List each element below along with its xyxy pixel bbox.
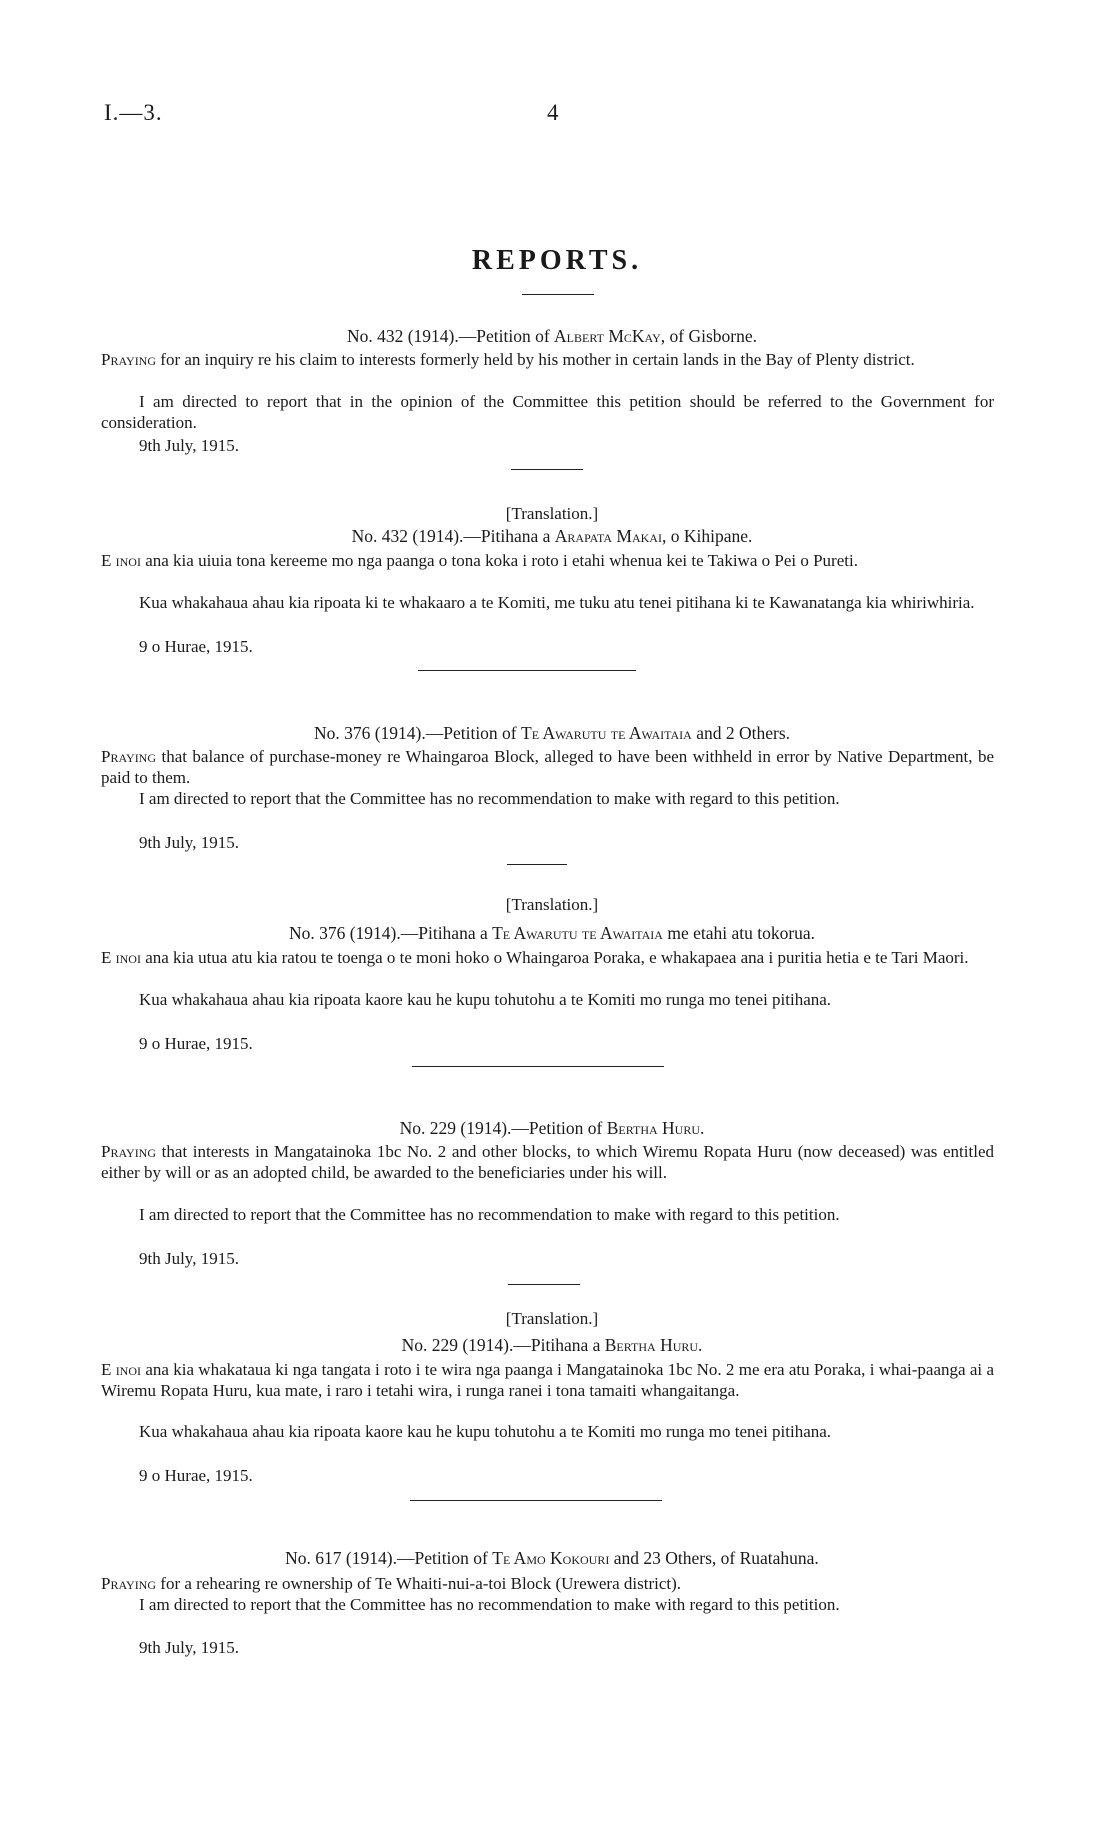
petition-prayer: Praying for a rehearing re ownership of Te Whaiti-nui-a-toi Block (Urewera district). xyxy=(101,1574,682,1593)
committee-report: Kua whakahaua ahau kia ripoata ki te whakaaro a te Komiti, me tuku atu tenei pitihana ki te Kawanatanga kia whiriwhiria. xyxy=(139,593,975,612)
short-rule xyxy=(507,864,567,865)
petition-prayer: Praying that balance of purchase-money re Whaingaroa Block, alleged to have been withheld in error by Native Department, be paid to them. xyxy=(101,747,994,787)
petition-heading: No. 229 (1914).—Pitihana a Bertha Huru. xyxy=(401,1335,703,1355)
petition-heading: No. 432 (1914).—Pitihana a Arapata Makai, o Kihipane. xyxy=(351,526,753,546)
committee-report: Kua whakahaua ahau kia ripoata kaore kau he kupu tohutohu a te Komiti mo runga mo tenei pitihana. xyxy=(139,1422,832,1441)
translation-tag: [Translation.] xyxy=(505,1309,599,1328)
report-date: 9th July, 1915. xyxy=(139,833,239,852)
report-date: 9 o Hurae, 1915. xyxy=(139,1466,253,1485)
section-rule xyxy=(410,1500,662,1501)
report-date: 9th July, 1915. xyxy=(139,1249,239,1268)
petition-heading: No. 376 (1914).—Pitihana a Te Awarutu te Awaitaia me etahi atu tokorua. xyxy=(288,923,816,943)
committee-report: I am directed to report that in the opinion of the Committee this petition should be referred to the Government for consideration. xyxy=(101,392,994,432)
section-rule xyxy=(412,1066,664,1067)
translation-tag: [Translation.] xyxy=(505,895,599,914)
report-date: 9th July, 1915. xyxy=(139,436,239,455)
report-date: 9 o Hurae, 1915. xyxy=(139,1034,253,1053)
report-date: 9 o Hurae, 1915. xyxy=(139,637,253,656)
petition-prayer: E inoi ana kia whakataua ki nga tangata i roto i te wira nga paanga i Mangatainoka 1bc No. 2 me era atu Poraka, i whai-paanga ai a Wiremu Ropata Huru, kua mate, i raro i tetahi wira, i runga ranei i tona tamaiti whangaitanga. xyxy=(101,1360,994,1400)
title-rule xyxy=(522,294,594,295)
committee-report: I am directed to report that the Committee has no recommendation to make with regard to this petition. xyxy=(139,1595,840,1614)
section-rule xyxy=(418,670,636,671)
petition-prayer: Praying that interests in Mangatainoka 1bc No. 2 and other blocks, to which Wiremu Ropata Huru (now deceased) was entitled either by will or as an adopted child, be awarded to the beneficiaries under his will. xyxy=(101,1142,994,1182)
committee-report: I am directed to report that the Committee has no recommendation to make with regard to this petition. xyxy=(139,1205,840,1224)
committee-report: I am directed to report that the Committee has no recommendation to make with regard to this petition. xyxy=(139,789,840,808)
page-number: 4 xyxy=(547,100,559,125)
petition-heading: No. 229 (1914).—Petition of Bertha Huru. xyxy=(399,1118,705,1138)
short-rule xyxy=(511,469,583,470)
petition-prayer: E inoi ana kia uiuia tona kereeme mo nga paanga o tona koka i roto i etahi whenua kei te Takiwa o Pei o Pureti. xyxy=(101,551,858,570)
petition-heading: No. 376 (1914).—Petition of Te Awarutu te Awaitaia and 2 Others. xyxy=(313,723,791,743)
short-rule xyxy=(508,1284,580,1285)
petition-heading: No. 432 (1914).—Petition of Albert McKay, of Gisborne. xyxy=(346,326,758,346)
page-title: REPORTS. xyxy=(471,245,643,276)
petition-heading: No. 617 (1914).—Petition of Te Amo Kokouri and 23 Others, of Ruatahuna. xyxy=(285,1548,819,1568)
parliamentary-paper-ref: I.—3. xyxy=(104,100,163,125)
report-date: 9th July, 1915. xyxy=(139,1638,239,1657)
translation-tag: [Translation.] xyxy=(505,504,599,523)
petition-prayer: Praying for an inquiry re his claim to interests formerly held by his mother in certain lands in the Bay of Plenty district. xyxy=(101,350,915,369)
petition-prayer: E inoi ana kia utua atu kia ratou te toenga o te moni hoko o Whaingaroa Poraka, e whakapaea ana i puritia hetia e te Tari Maori. xyxy=(101,948,969,967)
committee-report: Kua whakahaua ahau kia ripoata kaore kau he kupu tohutohu a te Komiti mo runga mo tenei pitihana. xyxy=(139,990,832,1009)
